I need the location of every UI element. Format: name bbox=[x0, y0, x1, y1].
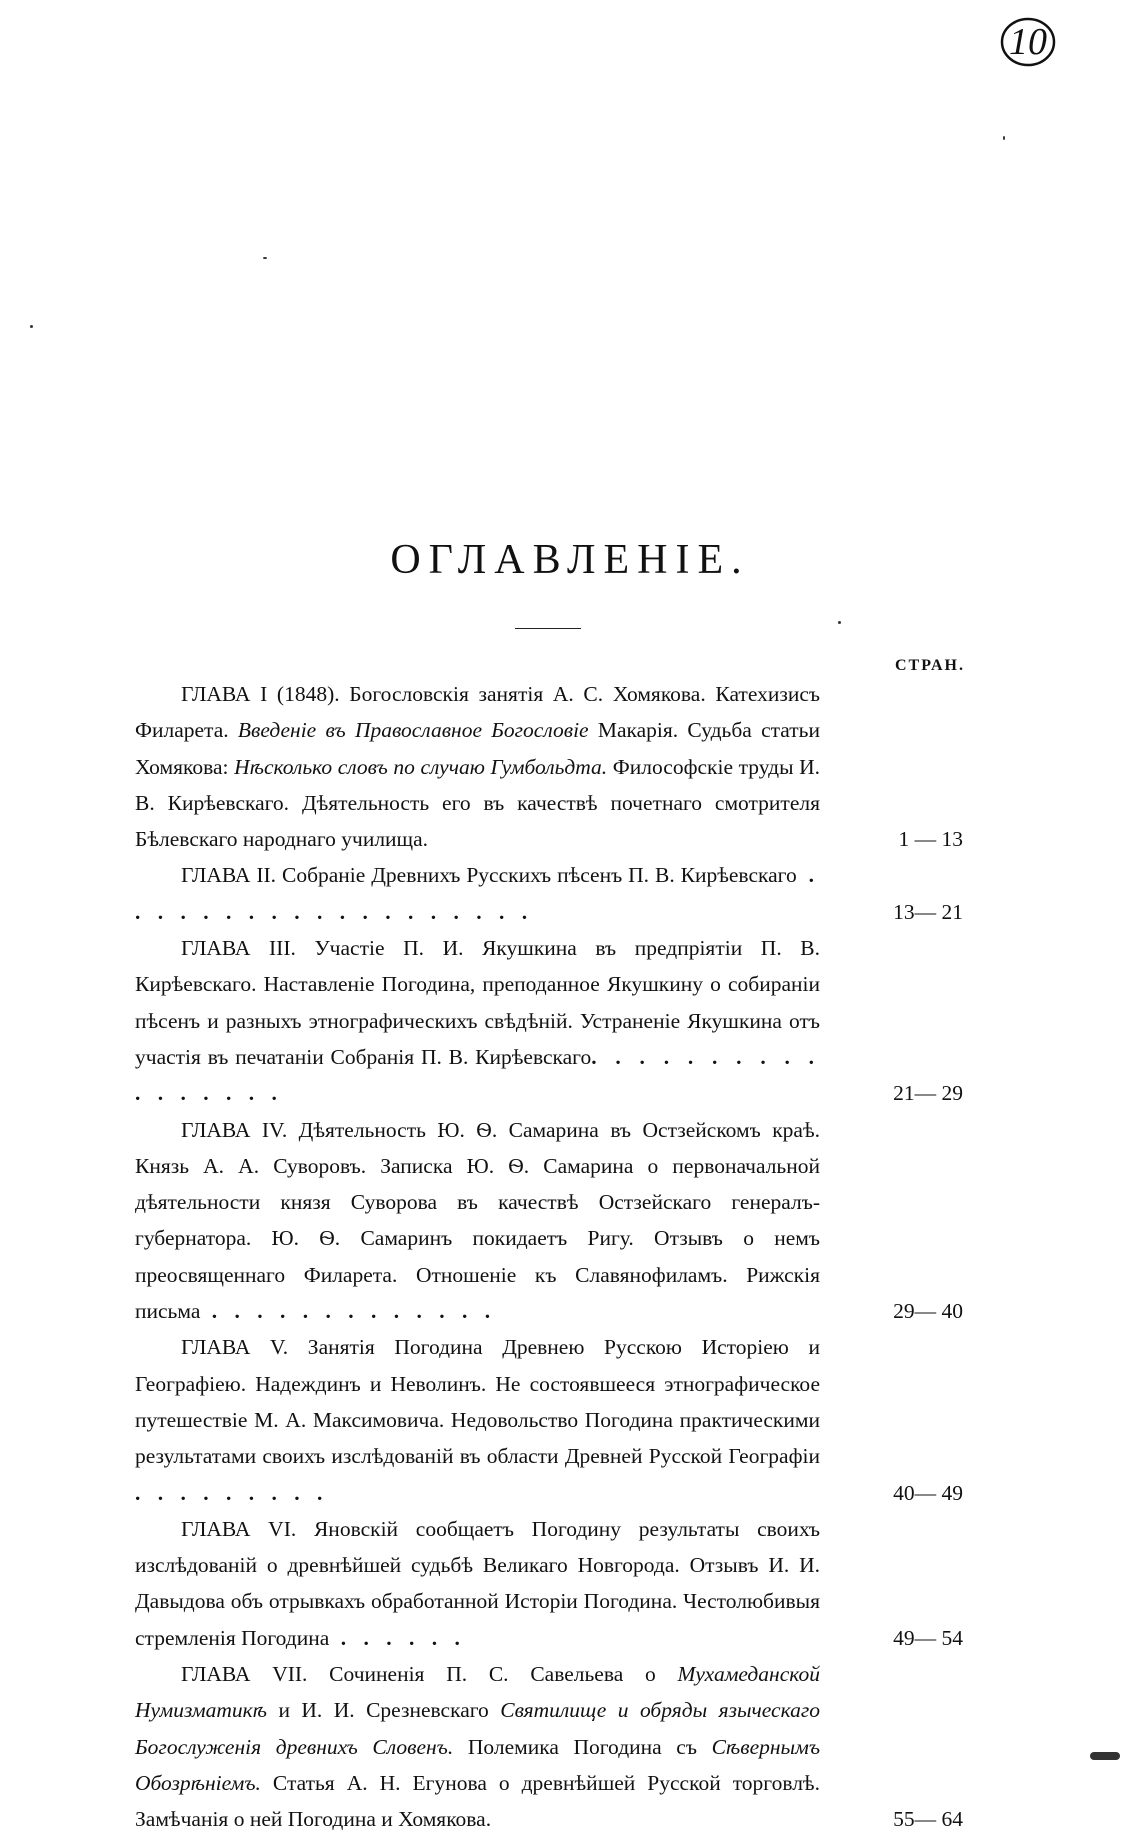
toc-page-range: 21— 29 bbox=[893, 1081, 963, 1106]
toc-leader-dots: . . . . . . bbox=[329, 1625, 466, 1650]
toc-page-range: 40— 49 bbox=[893, 1480, 963, 1505]
toc-entry bbox=[135, 1656, 965, 1837]
toc-entry-text bbox=[135, 1112, 820, 1330]
toc-text-segment: ГЛАВА I (1848). Богословскія занятія А. С. Хомякова. Катехизисъ Филарета. bbox=[135, 682, 820, 743]
scan-speck bbox=[30, 325, 33, 328]
toc-entry bbox=[135, 1329, 965, 1510]
toc-text-segment: Полемика Погодина съ bbox=[453, 1734, 712, 1759]
toc-entry-text bbox=[135, 1656, 820, 1837]
toc-entry-text bbox=[135, 857, 820, 930]
toc-page-range: 55— 64 bbox=[893, 1807, 963, 1832]
toc-text-segment: ГЛАВА VII. Сочиненія П. С. Савельева о bbox=[181, 1662, 678, 1687]
toc-page-range: 49— 54 bbox=[893, 1625, 963, 1650]
toc-title-italic: Мухамеданской Нумизматикѣ bbox=[135, 1662, 820, 1723]
toc-title-italic: Святилище и обряды языческаго Богослуженія древнихъ Словенъ. bbox=[135, 1698, 820, 1759]
scan-speck bbox=[1003, 136, 1005, 140]
toc-entry bbox=[135, 1112, 965, 1330]
toc-text-segment: Философскіе труды И. В. Кирѣевскаго. Дѣятельность его въ качествѣ почетнаго смотрителя Бѣлевскаго народнаго училища. bbox=[135, 754, 821, 852]
toc-text-segment: Макарія. Судьба статьи Хомякова: bbox=[135, 718, 820, 779]
pages-column-header: СТРАН. bbox=[895, 657, 965, 674]
toc-page-range: 29— 40 bbox=[893, 1299, 963, 1324]
toc-entry-text bbox=[135, 930, 820, 1111]
toc-title-italic: Введеніе въ Православное Богословіе bbox=[237, 718, 589, 743]
toc-page-range: 1 — 13 bbox=[898, 827, 963, 852]
toc-text-segment: ГЛАВА V. Занятія Погодина Древнею Русскою Исторіею и Географіею. Надеждинъ и Неволинъ. Не состоявшееся этнографическое путешествіе М. А. Максимовича. Недовольство Погодина практическими результатами своихъ изслѣдованій въ области Древней Русской Географіи bbox=[135, 1335, 820, 1469]
toc-entry-text bbox=[135, 1511, 820, 1656]
page-number-handwritten bbox=[998, 14, 1058, 70]
toc-leader-dots: . . . . . . . . . . . . . bbox=[200, 1299, 497, 1324]
toc-text-segment: и И. И. Срезневскаго bbox=[267, 1698, 501, 1723]
toc-text-segment: ГЛАВА III. Участіе П. И. Якушкина въ предпріятіи П. В. Кирѣевскаго. Наставленіе Погодина, преподанное Якушкину о собираніи пѣсенъ и разныхъ этнографическихъ свѣдѣній. Устраненіе Якушкина отъ участія въ печатаніи Собранія П. В. Кирѣевскаго bbox=[135, 936, 820, 1069]
toc-leader-dots: . . . . . . . . . bbox=[135, 1480, 329, 1505]
page-title: ОГЛАВЛЕНІЕ. bbox=[390, 537, 750, 583]
scan-speck bbox=[263, 257, 267, 259]
toc-text-segment: ГЛАВА II. Собраніе Древнихъ Русскихъ пѣсенъ П. В. Кирѣевскаго bbox=[181, 863, 797, 888]
toc-text-segment: Статья А. Н. Егунова о древнѣйшей Русской торговлѣ. Замѣчанія о ней Погодина и Хомякова. bbox=[135, 1770, 820, 1832]
page-number-text: 10 bbox=[1009, 21, 1047, 63]
table-of-contents bbox=[135, 676, 965, 1838]
toc-title-italic: Нѣсколько словъ по случаю Гумбольдта. bbox=[234, 754, 608, 779]
scan-speck bbox=[838, 621, 841, 624]
toc-text-segment: ГЛАВА IV. Дѣятельность Ю. Ѳ. Самарина въ Остзейскомъ краѣ. Князь А. А. Суворовъ. Записка Ю. Ѳ. Самарина о первоначальной дѣятельности князя Суворова въ качествѣ Остзейскаго генералъ-губернатора. Ю. Ѳ. Самаринъ покидаетъ Ригу. Отзывъ о немъ преосвященнаго Филарета. Отношеніе къ Славянофиламъ. Рижскія письма bbox=[135, 1117, 820, 1324]
toc-entry-text bbox=[135, 676, 820, 857]
toc-text-segment: ГЛАВА VI. Яновскій сообщаетъ Погодину результаты своихъ изслѣдованій о древнѣйшей судьбѣ Великаго Новгорода. Отзывъ И. И. Давыдова объ отрывкахъ обработанной Исторіи Погодина. Честолюбивыя стремленія Погодина bbox=[135, 1516, 820, 1650]
toc-entry bbox=[135, 1511, 965, 1656]
title-divider bbox=[515, 628, 581, 629]
toc-entry-text bbox=[135, 1329, 820, 1510]
toc-entry bbox=[135, 930, 965, 1111]
toc-title-italic: Сѣвернымъ Обозрѣніемъ. bbox=[135, 1734, 820, 1795]
toc-leader-dots: . . . . . . . . . . . . . . . . . . . bbox=[135, 863, 821, 924]
toc-leader-dots: . . . . . . . . . . . . . . . . . bbox=[135, 1044, 820, 1106]
toc-entry bbox=[135, 857, 965, 930]
scan-speck bbox=[1090, 1752, 1120, 1760]
toc-entry bbox=[135, 676, 965, 857]
toc-page-range: 13— 21 bbox=[893, 899, 963, 924]
